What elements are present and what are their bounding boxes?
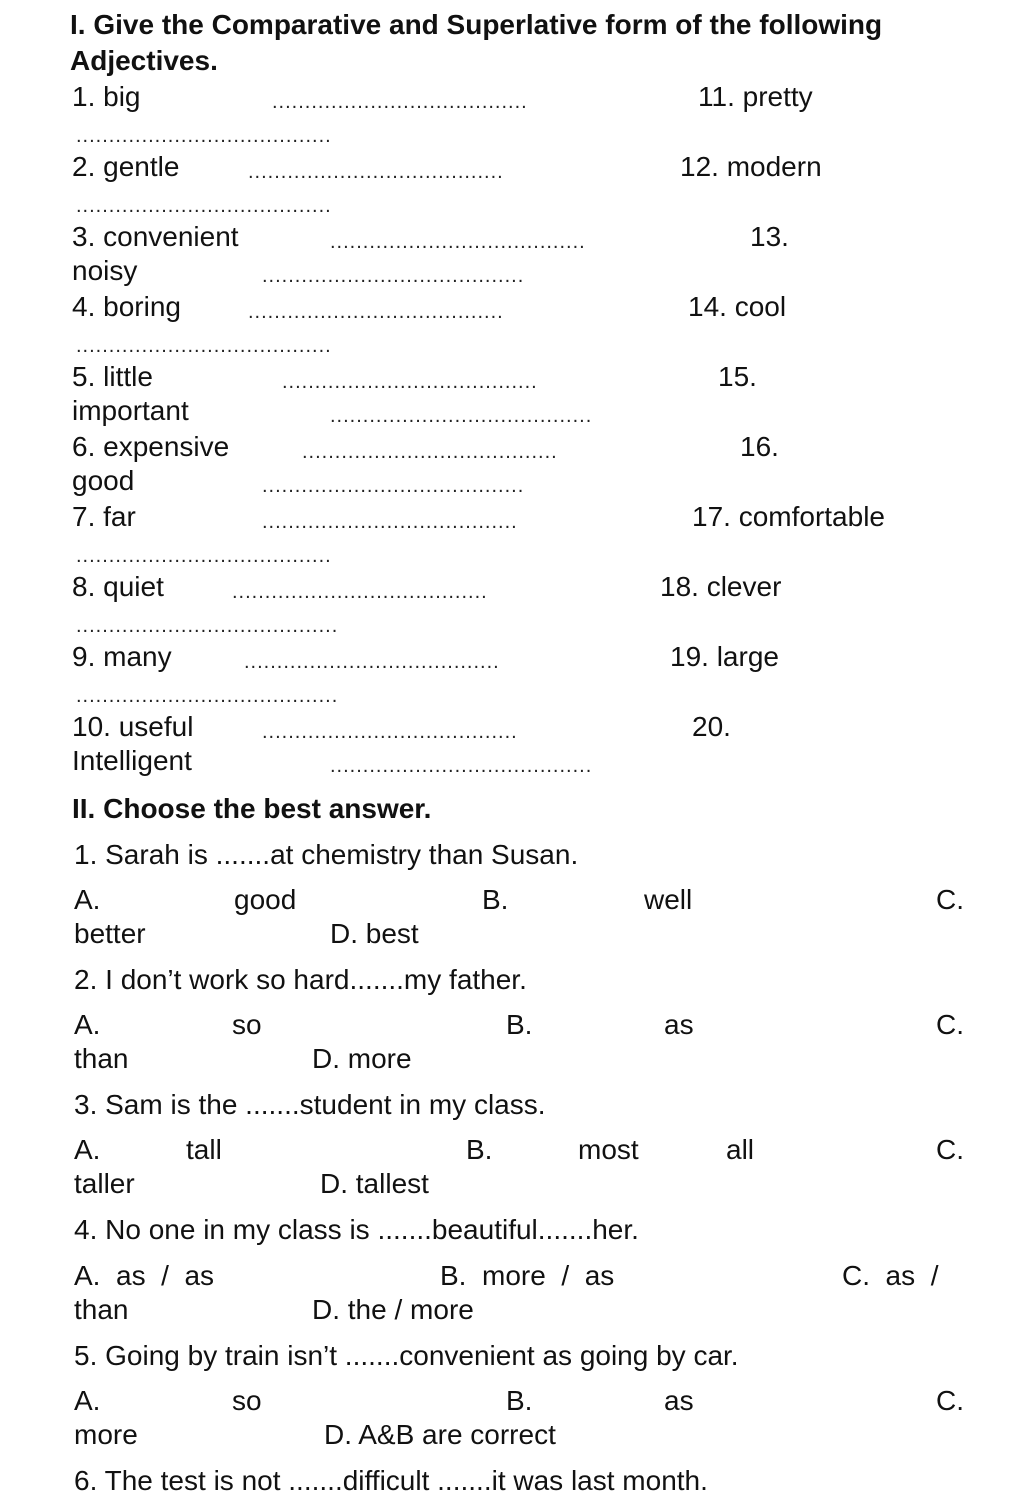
question-stem: 4. No one in my class is .......beautiful.......her. [74, 1214, 639, 1245]
item-13-word: noisy [72, 255, 138, 286]
option-c-text: taller [74, 1168, 135, 1199]
option-d[interactable]: D. A&B are correct [324, 1419, 556, 1450]
item-1: 1. big [72, 81, 141, 112]
answer-blank[interactable]: ....................................... [262, 721, 518, 743]
option-b[interactable]: B. [506, 1385, 533, 1416]
item-20: 20. [692, 711, 731, 742]
item-3: 3. convenient [72, 221, 239, 252]
item-16-word: good [72, 465, 135, 496]
answer-blank[interactable]: ....................................... [232, 581, 488, 603]
option-c[interactable]: C. [936, 1385, 964, 1416]
answer-blank[interactable]: ....................................... [282, 371, 538, 393]
item-12: 12. modern [680, 151, 822, 182]
answer-blank[interactable]: ....................................... [76, 335, 332, 357]
option-b[interactable]: B. [482, 884, 509, 915]
item-8: 8. quiet [72, 571, 164, 602]
answer-blank[interactable]: ....................................... [248, 301, 504, 323]
option-a-text: tall [186, 1134, 222, 1165]
option-a[interactable]: A. [74, 1134, 101, 1165]
option-d[interactable]: D. more [312, 1043, 412, 1074]
option-d[interactable]: D. tallest [320, 1168, 429, 1199]
option-a-text: so [232, 1009, 262, 1040]
option-d[interactable]: D. best [330, 918, 419, 949]
item-6: 6. expensive [72, 431, 230, 462]
answer-blank[interactable]: ........................................ [330, 405, 593, 427]
item-11: 11. pretty [698, 81, 813, 112]
option-c[interactable]: C. [936, 1134, 964, 1165]
answer-blank[interactable]: ........................................ [330, 755, 593, 777]
item-7: 7. far [72, 501, 136, 532]
answer-blank[interactable]: ....................................... [272, 91, 528, 113]
option-c[interactable]: C. [936, 1009, 964, 1040]
option-b[interactable]: B. more / as [440, 1260, 615, 1291]
item-10: 10. useful [72, 711, 194, 742]
item-14: 14. cool [688, 291, 787, 322]
answer-blank[interactable]: ....................................... [248, 161, 504, 183]
option-c[interactable]: C. as / [842, 1260, 939, 1291]
item-15-word: important [72, 395, 189, 426]
question-stem: 6. The test is not .......difficult .......it was last month. [74, 1465, 708, 1496]
option-a-text: good [234, 884, 297, 915]
option-b-text: well [644, 884, 693, 915]
answer-blank[interactable]: ....................................... [76, 125, 332, 147]
answer-blank[interactable]: ........................................ [262, 265, 525, 287]
option-c[interactable]: C. [936, 884, 964, 915]
answer-blank[interactable]: ....................................... [244, 651, 500, 673]
item-19: 19. large [670, 641, 779, 672]
option-b-text: as [664, 1009, 694, 1040]
option-a[interactable]: A. [74, 884, 101, 915]
option-b[interactable]: B. [506, 1009, 533, 1040]
item-4: 4. boring [72, 291, 181, 322]
option-a[interactable]: A. [74, 1385, 101, 1416]
answer-blank[interactable]: ....................................... [76, 545, 332, 567]
option-a-text: so [232, 1385, 262, 1416]
item-16: 16. [740, 431, 779, 462]
question-stem: 5. Going by train isn’t .......convenient as going by car. [74, 1340, 739, 1371]
option-a[interactable]: A. [74, 1009, 101, 1040]
answer-blank[interactable]: ....................................... [76, 195, 332, 217]
option-d[interactable]: D. the / more [312, 1294, 474, 1325]
option-a[interactable]: A. as / as [74, 1260, 215, 1291]
answer-blank[interactable]: ........................................ [76, 615, 339, 637]
option-b-text: most [578, 1134, 639, 1165]
item-17: 17. comfortable [692, 501, 885, 532]
section1-title-cont: Adjectives. [70, 45, 218, 76]
question-stem: 1. Sarah is .......at chemistry than Susan. [74, 839, 579, 870]
item-15: 15. [718, 361, 757, 392]
option-c-text: better [74, 918, 146, 949]
item-2: 2. gentle [72, 151, 180, 182]
option-b[interactable]: B. [466, 1134, 493, 1165]
option-b-text: as [664, 1385, 694, 1416]
option-c-text: more [74, 1419, 138, 1450]
item-20-word: Intelligent [72, 745, 192, 776]
answer-blank[interactable]: ....................................... [302, 441, 558, 463]
item-9: 9. many [72, 641, 172, 672]
option-b-text-2: all [726, 1134, 755, 1165]
answer-blank[interactable]: ....................................... [330, 231, 586, 253]
item-18: 18. clever [660, 571, 782, 602]
section1-title: I. Give the Comparative and Superlative form of the following [70, 9, 883, 40]
answer-blank[interactable]: ....................................... [262, 511, 518, 533]
question-stem: 2. I don’t work so hard.......my father. [74, 964, 527, 995]
section2-title: II. Choose the best answer. [72, 793, 432, 824]
answer-blank[interactable]: ........................................ [262, 475, 525, 497]
option-c-text: than [74, 1043, 129, 1074]
item-5: 5. little [72, 361, 153, 392]
question-stem: 3. Sam is the .......student in my class. [74, 1089, 546, 1120]
item-13: 13. [750, 221, 789, 252]
answer-blank[interactable]: ........................................ [76, 685, 339, 707]
option-c-text: than [74, 1294, 129, 1325]
